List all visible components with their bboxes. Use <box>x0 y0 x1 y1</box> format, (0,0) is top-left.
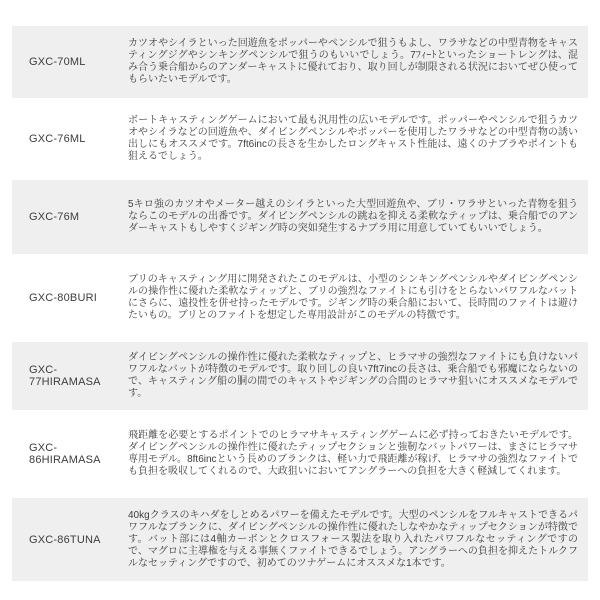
model-description <box>128 180 588 254</box>
model-description-text: ダイビングペンシルの操作性に優れた柔軟なティップと、ヒラマサの強烈なファイトにも負けないパワフルなバットが特徴のモデルです。取り回しの良い7ft7incの長さは、乗合船でも邪魔にならないので、キャスティング船の胴の間でのキャストやジギングの合間のヒラマサ狙いにオススメなモデルです。 <box>128 352 578 399</box>
rod-spec-table <box>12 26 588 581</box>
spec-row <box>12 498 588 581</box>
spec-row <box>12 26 588 98</box>
spec-row <box>12 180 588 254</box>
model-name: GXC-86TUNA <box>29 533 101 546</box>
model-description-text: ブリのキャスティング用に開発されたこのモデルは、小型のシンキングペンシルやダイビングペンシルの操作性に優れた柔軟なティップと、ブリの強烈なファイトにも引けをとらないパワフルなバットにさらに、遠投性を併せ持ったモデルです。ジギング時の乗合船において、長時間のファイトは避けたいもの。ブリとのファイトを想定した専用設計がこのモデルの特徴です。 <box>128 274 578 321</box>
model-name: GXC-70ML <box>29 56 86 68</box>
spec-row <box>12 410 588 498</box>
model-description-text: カツオやシイラといった回遊魚をポッパーやペンシルで狙うもよし、ワラサなどの中型青物をキャスティングジグやシンキングペンシルで狙うのもいいでしょう。7ﾌｨｰﾄといったショートレングは、混み合う乗合船からのアンダーキャストに優れており、取り回しが制限される状況においてぜひ使ってもらいたいモデルです。 <box>128 38 578 85</box>
model-description-text: 飛距離を必要とするポイントでのヒラマサキャスティングゲームに必ず持っておきたいモデルです。ダイビングペンシルの操作性に優れたティップセクションと強靭なバットパワーは、まさにヒラマサ専用モデル。8ft6incという長めのブランクは、軽い力で飛距離が稼げ、ヒラマサの強烈なファイトでも負担を吸収してくれるので、大政狙いにおいてアングラーへの負担を大きく軽減してくれます。 <box>128 430 578 477</box>
model-description-text: 40kgクラスのキハダをしとめるパワーを備えたモデルです。大型のペンシルをフルキャストできるパワフルなブランクに、ダイビングペンシルの操作性に優れたしなやかなティップセクションが特徴です。バット部には4軸カーボンとクロスフォース製法を取り入れたパワフルなセッティングですので、マグロに主導権を与える事無くファイトできるでしょう。アングラーへの負担を抑えたトルクフルなセッティングですので、初めてのツナゲームにオススメな1本です。 <box>128 509 578 569</box>
model-description-text: ボートキャスティングゲームにおいて最も汎用性の広いモデルです。ポッパーやペンシルで狙うカツオやシイラなどの回遊魚や、ダイビングペンシルやポッパーを使用したワラサなどの中型青物の誘い出しにもオススメです。7ft6incの長さを生かしたロングキャスト性能は、遠くのナブラやポイントも狙えるでしょう。 <box>128 115 578 162</box>
model-name: GXC-86HIRAMASA <box>29 442 101 466</box>
model-description <box>128 410 588 498</box>
model-name: GXC-76ML <box>29 133 86 145</box>
spec-row <box>12 342 588 410</box>
spec-row <box>12 98 588 180</box>
model-description <box>128 254 588 342</box>
model-description <box>128 26 588 98</box>
model-description <box>128 98 588 180</box>
model-name: GXC-76M <box>29 211 80 223</box>
model-description-text: 5キロ強のカツオやメーター越えのシイラといった大型回遊魚や、ブリ・ワラサといった青物を狙うならこのモデルの出番です。ダイビングペンシルの跳ねを抑える柔軟なティップは、乗合船でのアンダーキャストもしやすくジギング時の突如発生するナブラ用に用意していてもいいでしょう。 <box>128 199 578 234</box>
model-description <box>128 342 588 410</box>
model-description <box>128 498 588 581</box>
model-name: GXC-77HIRAMASA <box>29 364 101 388</box>
model-name: GXC-80BURI <box>29 292 98 304</box>
spec-row <box>12 254 588 342</box>
